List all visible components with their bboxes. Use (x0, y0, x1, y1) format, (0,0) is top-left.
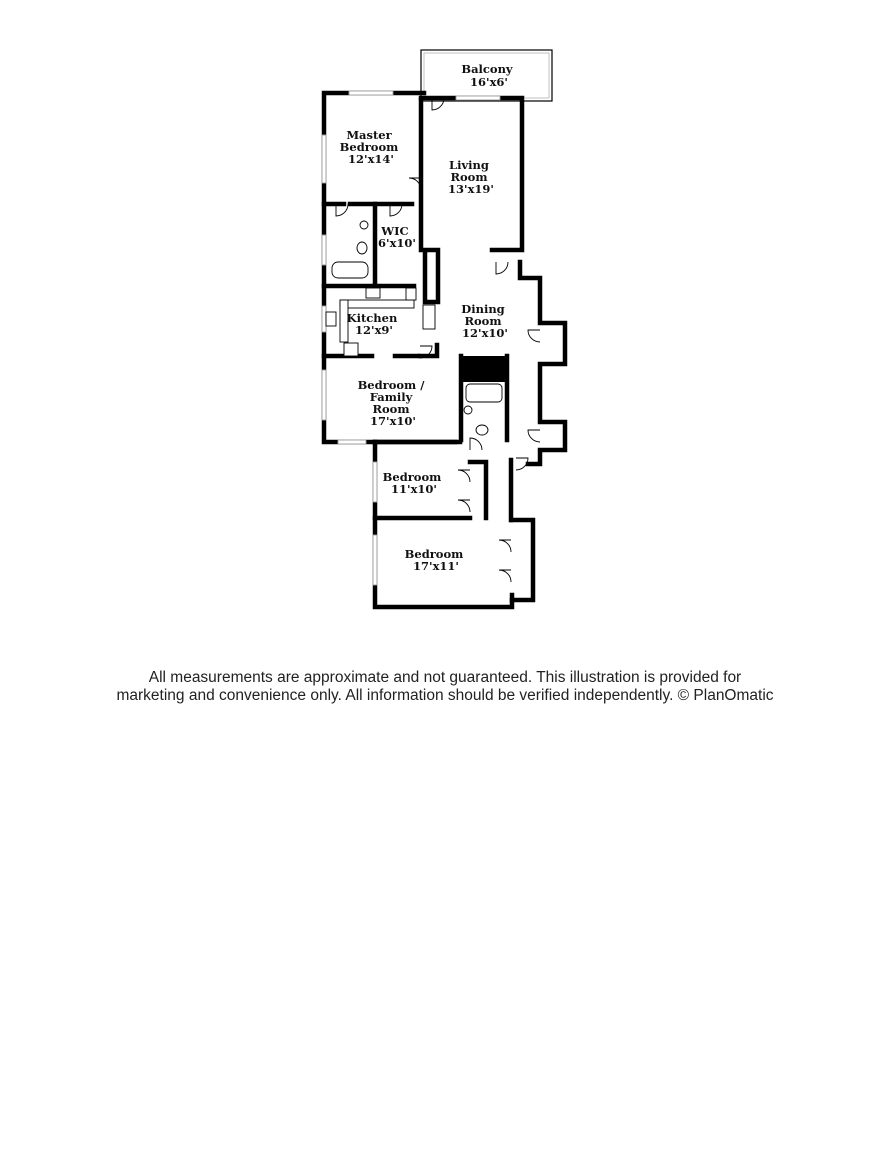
kitchen-pantry (423, 305, 435, 329)
wall-bed2-closet (470, 462, 486, 518)
bedroom3-dims: 17'x11' (413, 559, 459, 573)
family-dims: 17'x10' (370, 414, 416, 428)
elevator-shaft (461, 356, 507, 382)
door-dining-bay1 (528, 330, 540, 342)
room-label-bedroom-2 (383, 470, 446, 496)
hall-bath-tub (466, 384, 502, 402)
window-bed2-left (373, 462, 377, 502)
door-hall-bath (470, 438, 482, 450)
wall-closet-living (425, 250, 438, 302)
wall-bedroom3-right (512, 520, 533, 600)
door-hall-entry (516, 458, 528, 470)
room-label-living-room (448, 158, 494, 196)
door-bed3 (499, 540, 511, 552)
dining-name-2: Room (464, 314, 502, 328)
master-dims: 12'x14' (348, 152, 394, 166)
living-dims: 13'x19' (448, 182, 494, 196)
room-label-wic (378, 224, 416, 250)
family-name-2: Family (369, 390, 413, 404)
disclaimer (0, 669, 890, 705)
master-name-2: Bedroom (339, 140, 399, 154)
room-label-dining-room (461, 302, 509, 340)
dining-dims: 12'x10' (462, 326, 508, 340)
living-name-1: Living (449, 158, 489, 172)
family-name-3: Room (372, 402, 410, 416)
window-master-left (322, 135, 326, 183)
kitchen-sink (326, 312, 336, 326)
window-master-top (349, 91, 393, 95)
master-bath-tub (332, 262, 368, 278)
window-family-bottom (338, 440, 366, 444)
master-bath-toilet (357, 242, 367, 254)
balcony-dims: 16'x6' (470, 75, 508, 89)
door-bed2 (458, 470, 470, 482)
kitchen-stove (366, 288, 380, 298)
room-label-bedroom-3 (405, 547, 468, 573)
wic-name: WIC (381, 224, 409, 238)
window-family-left (322, 370, 326, 420)
bedroom3-name: Bedroom (404, 547, 464, 561)
window-kitchen-left (322, 306, 326, 332)
walls (324, 93, 565, 607)
door-dining-bay2 (528, 430, 540, 442)
window-bed3-left (373, 535, 377, 585)
disclaimer-line-2: marketing and convenience only. All information should be verified independently. © PlanOmatic (116, 687, 774, 704)
wall-bedroom2-left (375, 442, 512, 607)
hall-bath-sink (464, 406, 472, 414)
bedroom2-dims: 11'x10' (391, 482, 437, 496)
window-living-top (456, 96, 500, 100)
wic-dims: 6'x10' (378, 236, 416, 250)
living-name-2: Room (450, 170, 488, 184)
kitchen-dims: 12'x9' (355, 323, 393, 337)
kitchen-name: Kitchen (346, 311, 398, 325)
hall-bath-toilet (476, 425, 488, 435)
room-label-bedroom-family-room (358, 378, 429, 428)
door-bed2-closet (458, 500, 470, 512)
kitchen-counter-top (340, 300, 414, 308)
door-living-closet (496, 262, 508, 274)
master-name-1: Master (346, 128, 392, 142)
kitchen-fridge (344, 343, 358, 356)
kitchen-cabinet-right (406, 288, 416, 300)
room-label-master-bedroom (340, 128, 403, 166)
dining-name-1: Dining (461, 302, 505, 316)
bedroom2-name: Bedroom (382, 470, 442, 484)
wall-dining-right (520, 262, 565, 464)
disclaimer-line-1: All measurements are approximate and not guaranteed. This illustration is provided for (148, 669, 742, 686)
window-bath-left (322, 235, 326, 265)
room-label-kitchen (347, 311, 402, 337)
balcony-name: Balcony (461, 62, 513, 76)
family-name-1: Bedroom / (357, 378, 425, 392)
room-label-balcony (461, 62, 516, 89)
door-bed3-closet (499, 570, 511, 582)
master-bath-sink (360, 221, 368, 229)
